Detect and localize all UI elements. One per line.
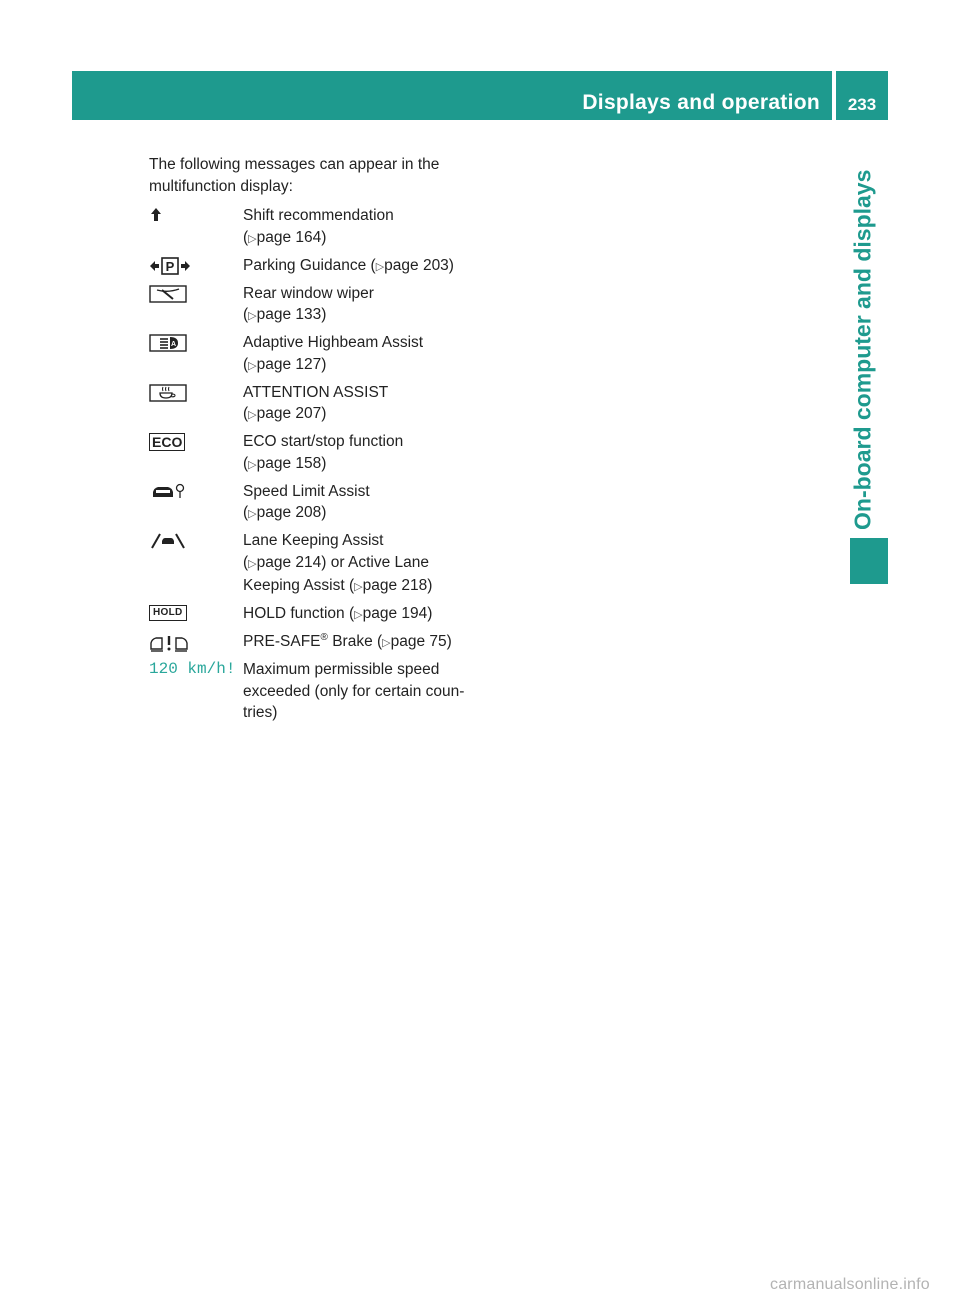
- rear-wiper-icon: [149, 285, 187, 303]
- page-reference[interactable]: (▷page 214) or Active Lane: [243, 553, 429, 571]
- page-ref-text: page 214) or Active Lane: [256, 553, 429, 571]
- svg-text:P: P: [165, 258, 175, 274]
- page-reference[interactable]: (▷page 127): [243, 355, 327, 373]
- page-reference[interactable]: [243, 575, 489, 599]
- coffee-cup-icon: [149, 384, 187, 402]
- intro-line: The following messages can appear in the: [149, 156, 440, 173]
- parking-guidance-icon: [149, 257, 191, 275]
- message-detail: tries): [243, 704, 278, 721]
- message-row: [149, 382, 489, 427]
- page-ref-text: page 218): [362, 577, 433, 594]
- message-list: [149, 154, 489, 728]
- message-title: Lane Keeping Assist: [243, 532, 384, 549]
- message-row: [149, 332, 489, 377]
- page-ref-text: page 164): [256, 228, 327, 246]
- page-ref-text: page 127): [256, 355, 327, 373]
- lane-keeping-icon: [149, 532, 187, 550]
- registered-mark: ®: [320, 631, 328, 643]
- message-title-text: Keeping Assist (: [243, 577, 355, 594]
- hold-icon: HOLD: [149, 605, 187, 621]
- message-title: Shift recommendation: [243, 207, 394, 224]
- message-title: ECO start/stop function: [243, 433, 404, 450]
- message-title: Rear window wiper: [243, 284, 374, 302]
- message-title: Speed Limit Assist: [243, 482, 370, 500]
- page-reference[interactable]: (▷page 207): [243, 405, 327, 422]
- page-ref-arrow-icon: ▷: [248, 310, 257, 322]
- page-number: 233: [847, 95, 877, 114]
- header-bar: [72, 71, 832, 120]
- page-ref-arrow-icon: ▷: [248, 508, 257, 520]
- message-title-text: Brake (: [327, 633, 383, 650]
- svg-text:A: A: [170, 341, 177, 348]
- intro-line: multifunction display:: [149, 178, 293, 195]
- message-row: [149, 205, 489, 250]
- message-title: Maximum permissible speed: [243, 661, 440, 678]
- page-ref-text: page 133): [256, 306, 327, 323]
- intro-text: [149, 154, 489, 198]
- message-title-text: HOLD function (: [243, 605, 355, 622]
- page-ref-arrow-icon: ▷: [248, 458, 257, 471]
- watermark-footer: carmanualsonline.info: [770, 1276, 930, 1293]
- message-title-text: Parking Guidance (: [243, 256, 376, 274]
- message-detail: exceeded (only for certain coun-: [243, 682, 465, 700]
- page-ref-text: page 158): [256, 454, 327, 472]
- page-ref-arrow-icon: ▷: [248, 409, 257, 421]
- message-title: Adaptive Highbeam Assist: [243, 334, 424, 351]
- shift-up-arrow-icon: [149, 207, 163, 223]
- message-row: [149, 631, 489, 655]
- message-title[interactable]: [243, 603, 489, 627]
- page-ref-text: page 194): [362, 605, 433, 622]
- message-row: [149, 530, 489, 599]
- page-ref-text: page 207): [256, 405, 327, 422]
- speed-limit-assist-icon: [149, 483, 187, 501]
- page-ref-arrow-icon: ▷: [248, 359, 257, 372]
- page-ref-arrow-icon: ▷: [248, 232, 257, 245]
- message-title: ATTENTION ASSIST: [243, 383, 389, 401]
- pre-safe-icon: [149, 633, 189, 653]
- page-number-tab: [836, 71, 888, 120]
- chapter-side-label: On-board computer and displays: [849, 169, 876, 530]
- page-ref-text: page 203): [384, 256, 454, 274]
- page-ref-arrow-icon: ▷: [375, 260, 385, 273]
- page-ref-text: page 208): [256, 504, 327, 521]
- page-ref-text: page 75): [390, 633, 452, 650]
- message-row: [149, 255, 489, 279]
- page-reference[interactable]: (▷page 208): [243, 504, 327, 521]
- eco-icon: ECO: [149, 433, 185, 451]
- page-ref-arrow-icon: ▷: [382, 637, 391, 649]
- message-row: [149, 283, 489, 328]
- chapter-marker: [850, 538, 888, 584]
- page-reference[interactable]: (▷page 133): [243, 306, 327, 323]
- speed-warning-text: 120 km/h!: [149, 660, 236, 678]
- message-row: [149, 431, 489, 476]
- message-title-text: PRE-SAFE: [243, 633, 321, 650]
- message-row: [149, 659, 489, 724]
- page-reference[interactable]: (▷page 158): [243, 454, 327, 472]
- message-title[interactable]: [243, 255, 489, 279]
- highbeam-assist-icon: [149, 334, 187, 352]
- message-title[interactable]: [243, 631, 489, 655]
- page-ref-arrow-icon: ▷: [354, 581, 363, 593]
- page-ref-arrow-icon: ▷: [248, 557, 257, 570]
- section-title: Displays and operation: [582, 91, 820, 114]
- page-ref-arrow-icon: ▷: [354, 609, 363, 621]
- message-row: [149, 603, 489, 627]
- page-reference[interactable]: (▷page 164): [243, 228, 327, 246]
- message-row: [149, 481, 489, 526]
